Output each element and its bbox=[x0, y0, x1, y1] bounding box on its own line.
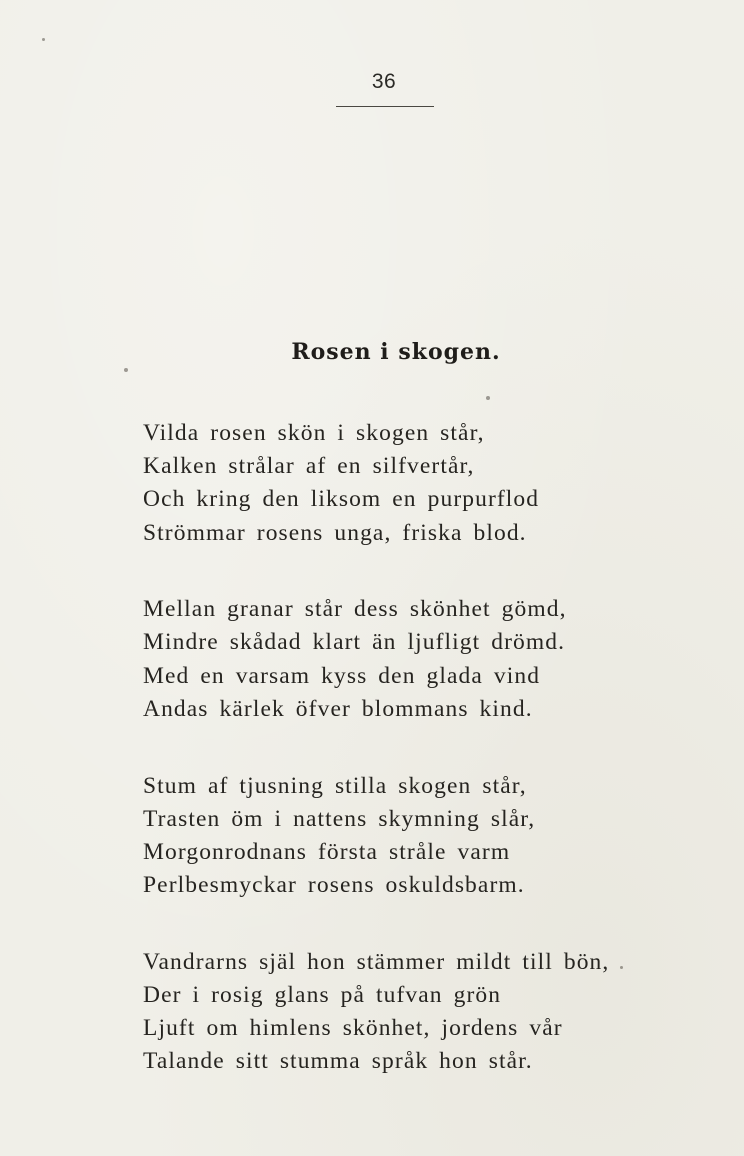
stanza-2 bbox=[143, 593, 609, 726]
poem-line: Andas kärlek öfver blommans kind. bbox=[143, 695, 533, 722]
poem-line: Talande sitt stumma språk hon står. bbox=[143, 1048, 533, 1075]
stanza-3 bbox=[143, 770, 609, 903]
paper-speck bbox=[620, 966, 623, 969]
poem-line: Stum af tjusning stilla skogen står, bbox=[143, 772, 527, 799]
poem-body bbox=[143, 417, 609, 1122]
poem-line: Strömmar rosens unga, friska blod. bbox=[143, 519, 527, 546]
poem-line: Vandrarns själ hon stämmer mildt till bön, bbox=[143, 948, 610, 975]
poem-line: Mellan granar står dess skönhet gömd, bbox=[143, 596, 567, 623]
poem-line: Trasten öm i nattens skymning slår, bbox=[143, 805, 536, 832]
poem-line: Och kring den liksom en purpurflod bbox=[143, 486, 540, 513]
poem-line: Kalken strålar af en silfvertår, bbox=[143, 453, 475, 480]
poem-title: Rosen i skogen. bbox=[291, 339, 501, 365]
poem-line: Morgonrodnans första stråle varm bbox=[143, 838, 511, 865]
poem-line: Ljuft om himlens skönhet, jordens vår bbox=[143, 1015, 563, 1042]
poem-line: Med en varsam kyss den glada vind bbox=[143, 662, 541, 689]
poem-line: Mindre skådad klart än ljufligt drömd. bbox=[143, 629, 566, 656]
poem-line: Vilda rosen skön i skogen står, bbox=[143, 420, 485, 446]
page-number: 36 bbox=[371, 70, 397, 93]
poem-line: Der i rosig glans på tufvan grön bbox=[143, 981, 502, 1008]
poem-line: Perlbesmyckar rosens oskuldsbarm. bbox=[143, 872, 525, 899]
stanza-1 bbox=[143, 417, 609, 550]
stanza-4 bbox=[143, 946, 609, 1079]
paper-speck bbox=[124, 368, 128, 372]
header-rule bbox=[336, 106, 434, 107]
paper-speck bbox=[486, 396, 490, 400]
paper-speck bbox=[42, 38, 45, 41]
